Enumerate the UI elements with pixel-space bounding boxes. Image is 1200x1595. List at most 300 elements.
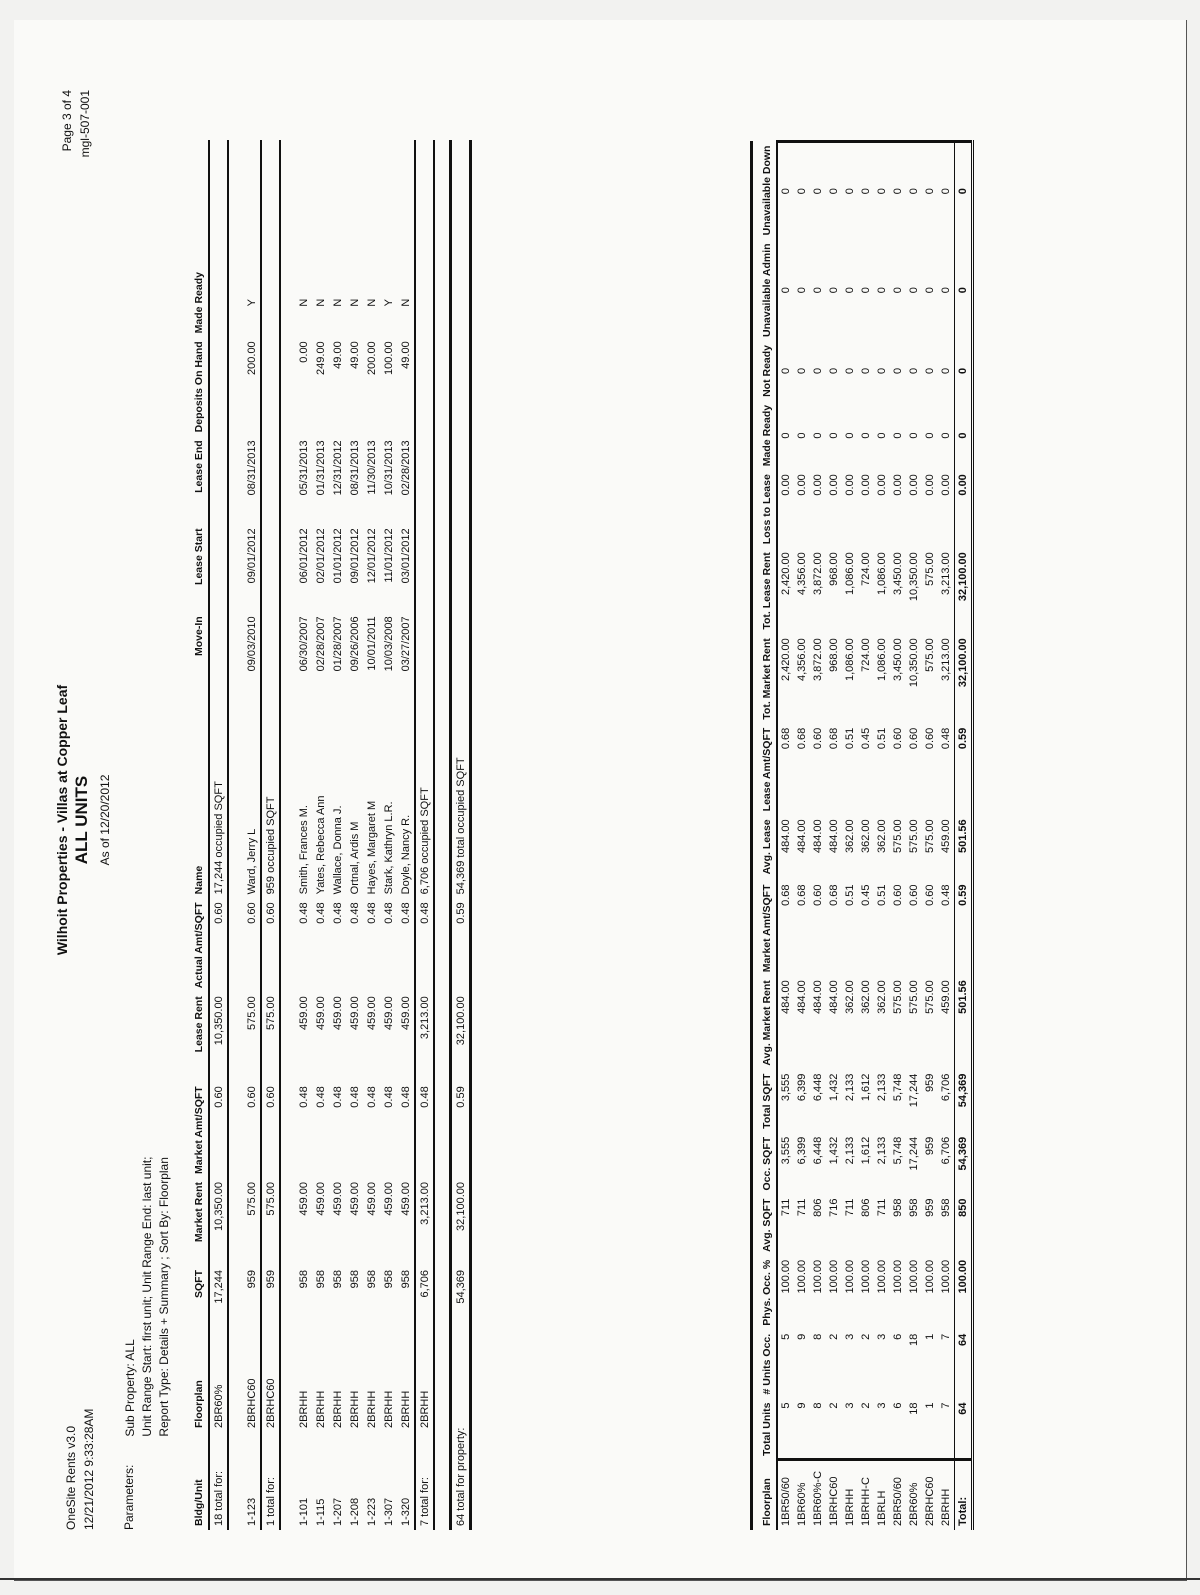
- cell-lease-rent: 459.00: [399, 996, 412, 1030]
- summary-cell-tmr: 4,356.00: [796, 638, 808, 682]
- col-bldg-unit: Bldg/Unit: [188, 1432, 209, 1530]
- report-header-right: [58, 90, 94, 157]
- summary-cell-uo: 3: [876, 1333, 888, 1340]
- cell-unit: 1-208: [348, 1497, 361, 1526]
- summary-cell-tu: 7: [940, 1402, 952, 1409]
- total-occupied-note: 54,369 total occupied SQFT: [451, 268, 471, 898]
- summary-cell-po: 100.00: [955, 1256, 973, 1330]
- summary-cell-tlr: 3,213.00: [940, 552, 952, 596]
- parameters-label: Parameters:: [122, 1464, 136, 1530]
- cell-act-amt: 0.48: [314, 902, 327, 924]
- unit-row: [243, 140, 261, 1530]
- summary-cell-uo: 3: [844, 1333, 856, 1340]
- cell-mkt-rent: 459.00: [382, 1182, 395, 1216]
- summary-cell-nr: 0: [924, 367, 936, 374]
- summary-cell-po: 100.00: [828, 1259, 840, 1294]
- summary-cell-tmr: 724.00: [860, 638, 872, 672]
- cell-made-ready: Y: [382, 299, 395, 307]
- summary-cell-ma: 0.60: [812, 884, 824, 906]
- summary-cell-uo: 6: [892, 1333, 904, 1340]
- detail-body: [209, 140, 471, 1530]
- summary-cell-ad: 0: [924, 287, 936, 294]
- summary-cell-tmr: 3,213.00: [940, 638, 952, 682]
- summary-cell-tu: 2: [860, 1402, 872, 1409]
- summary-cell-la: 0.68: [780, 727, 792, 750]
- summary-cell-tlr: 968.00: [828, 552, 840, 586]
- report-title: Wilhoit Properties - Villas at Copper Leaf: [54, 684, 70, 956]
- summary-cell-tmr: 575.00: [924, 638, 936, 672]
- group-total-row: [261, 140, 280, 1530]
- cell-lease-start: 02/01/2012: [314, 528, 327, 584]
- summary-cell-mr: 0: [844, 432, 856, 439]
- cell-act-amt: 0.48: [382, 902, 395, 924]
- summary-cell-nr: 0: [796, 367, 808, 374]
- summary-cell-nr: 0: [908, 367, 920, 374]
- report-id: mgl-507-001: [78, 90, 92, 158]
- unit-row: [380, 140, 397, 1530]
- total-label: 7 total for:: [415, 1432, 434, 1530]
- summary-cell-fp: 1BR50/60: [777, 1460, 794, 1530]
- cell-lease-end: 08/31/2013: [348, 440, 361, 496]
- cell-name: Ortnal, Ardis M: [348, 821, 361, 895]
- summary-cell-tmr: 968.00: [828, 638, 840, 672]
- total-lease-rent: 32,100.00: [451, 992, 471, 1082]
- summary-cell-la: 0.68: [828, 727, 840, 750]
- summary-cell-os: 6,399: [796, 1136, 808, 1165]
- summary-cell-al: 484.00: [828, 819, 840, 853]
- summary-cell-po: 100.00: [844, 1259, 856, 1294]
- summary-cell-uo: 7: [940, 1333, 952, 1340]
- summary-cell-ltl: 0.00: [876, 474, 888, 496]
- cell-unit: 1-320: [399, 1497, 412, 1526]
- summary-cell-fp: 2BR50/60: [890, 1460, 906, 1530]
- summary-cell-mr: 0: [828, 432, 840, 439]
- cell-made-ready: N: [331, 298, 344, 307]
- summary-cell-tu: 3: [844, 1402, 856, 1409]
- cell-name: Yates, Rebecca Ann: [314, 795, 327, 895]
- cell-floorplan: 2BRHH: [314, 1390, 327, 1428]
- total-label: 18 total for:: [209, 1432, 228, 1530]
- col-move-in: Move-In: [188, 612, 209, 710]
- summary-cell-tu: 2: [828, 1402, 840, 1409]
- cell-lease-rent: 459.00: [331, 996, 344, 1030]
- summary-cell-ad: 0: [940, 287, 952, 294]
- blank-cell: [451, 140, 471, 268]
- summary-cell-po: 100.00: [924, 1259, 936, 1294]
- cell-sqft: 958: [399, 1270, 412, 1289]
- unit-row: [312, 140, 329, 1530]
- summary-cell-os: 2,133: [844, 1136, 856, 1165]
- summary-cell-la: 0.59: [955, 724, 973, 816]
- unit-row: [346, 140, 363, 1530]
- summary-cell-po: 100.00: [860, 1259, 872, 1294]
- total-sqft: 17,244: [209, 1266, 228, 1344]
- summary-row: [810, 142, 826, 1531]
- total-sqft: 959: [261, 1266, 280, 1344]
- report-header-center: [54, 90, 112, 1550]
- summary-total-row: [955, 142, 973, 1531]
- summary-header-row: [752, 142, 778, 1531]
- cell-lease-start: 09/01/2012: [348, 528, 361, 584]
- summary-cell-as: 711: [780, 1198, 792, 1217]
- summary-cell-uo: 2: [828, 1333, 840, 1340]
- col-actual-amt-sqft: Actual Amt/SQFT: [188, 898, 209, 992]
- summary-cell-fp: 1BRHH: [842, 1460, 858, 1530]
- col-floorplan: Floorplan: [188, 1344, 209, 1432]
- summary-cell-la: 0.48: [940, 727, 952, 750]
- cell-move-in: 10/01/2011: [365, 616, 378, 671]
- cell-mkt-amt: 0.48: [314, 1086, 327, 1108]
- cell-deposits: 100.00: [382, 341, 395, 375]
- unit-row: [363, 140, 380, 1530]
- summary-cell-tmr: 32,100.00: [955, 634, 973, 723]
- total-label: 1 total for:: [261, 1432, 280, 1530]
- sum-col-not-ready: Not Ready: [752, 341, 778, 401]
- total-act-amt: 0.48: [415, 898, 434, 992]
- summary-row: [938, 142, 955, 1531]
- summary-cell-tu: 6: [892, 1402, 904, 1409]
- unit-row: [397, 140, 415, 1530]
- cell-name: Doyle, Nancy R.: [399, 814, 412, 895]
- summary-cell-la: 0.45: [860, 727, 872, 750]
- summary-cell-as: 958: [908, 1198, 920, 1217]
- summary-cell-ltl: 0.00: [796, 474, 808, 496]
- summary-cell-ma: 0.51: [876, 884, 888, 906]
- page-edge-line: [0, 1578, 1200, 1580]
- col-market-amt-sqft: Market Amt/SQFT: [188, 1082, 209, 1178]
- cell-unit: 1-207: [331, 1497, 344, 1526]
- summary-cell-dn: 0: [777, 142, 794, 240]
- cell-mkt-rent: 459.00: [331, 1182, 344, 1216]
- summary-cell-ma: 0.59: [955, 880, 973, 976]
- total-act-amt: 0.59: [451, 898, 471, 992]
- sum-col-avg-market-rent: Avg. Market Rent: [752, 976, 778, 1069]
- summary-cell-as: 958: [892, 1198, 904, 1217]
- cell-sqft: 958: [365, 1270, 378, 1289]
- summary-cell-fp: 1BRLH: [874, 1460, 890, 1530]
- cell-floorplan: 2BRHH: [382, 1390, 395, 1428]
- summary-cell-nr: 0: [876, 367, 888, 374]
- property-total-row: [451, 140, 471, 1530]
- sum-col-tot-market-rent: Tot. Market Rent: [752, 634, 778, 723]
- cell-move-in: 09/26/2006: [348, 616, 361, 672]
- summary-cell-dn: 0: [890, 142, 906, 240]
- summary-cell-dn: 0: [938, 142, 955, 240]
- cell-move-in: 06/30/2007: [297, 616, 310, 672]
- cell-lease-rent: 575.00: [245, 996, 258, 1030]
- summary-cell-ts: 959: [924, 1073, 936, 1092]
- summary-cell-ts: 17,244: [908, 1073, 920, 1108]
- cell-sqft: 959: [245, 1270, 258, 1289]
- report-datetime: 12/21/2012 9:33:28AM: [82, 1408, 96, 1530]
- summary-cell-al: 459.00: [940, 819, 952, 853]
- summary-cell-la: 0.60: [892, 727, 904, 750]
- summary-cell-amr: 575.00: [908, 980, 920, 1014]
- summary-cell-la: 0.60: [812, 727, 824, 750]
- cell-lease-start: 03/01/2012: [399, 528, 412, 584]
- summary-cell-tu: 18: [908, 1402, 920, 1415]
- spacer-cell: [434, 268, 451, 1530]
- summary-cell-ma: 0.68: [796, 884, 808, 906]
- total-floorplan: 2BRHC60: [261, 1344, 280, 1432]
- summary-cell-amr: 484.00: [780, 980, 792, 1014]
- cell-name: Hayes, Margaret M: [365, 800, 378, 895]
- spacer-row: [280, 140, 295, 1530]
- total-floorplan: 2BRHH: [415, 1344, 434, 1432]
- summary-cell-al: 362.00: [844, 819, 856, 853]
- summary-row: [858, 142, 874, 1531]
- cell-name: Wallace, Donna J.: [331, 805, 344, 895]
- sum-col-units-occ: # Units Occ.: [752, 1330, 778, 1399]
- cell-floorplan: 2BRHH: [399, 1390, 412, 1428]
- summary-cell-mr: 0: [908, 432, 920, 439]
- summary-cell-os: 959: [924, 1136, 936, 1156]
- cell-lease-end: 01/31/2013: [314, 440, 327, 496]
- summary-cell-os: 1,432: [828, 1136, 840, 1165]
- summary-cell-as: 711: [796, 1198, 808, 1217]
- total-label: 64 total for property:: [451, 1344, 471, 1530]
- summary-cell-ad: 0: [812, 287, 824, 294]
- summary-cell-la: 0.51: [876, 727, 888, 750]
- app-version: OneSite Rents v3.0: [64, 1425, 78, 1530]
- summary-cell-al: 575.00: [908, 819, 920, 853]
- summary-cell-tlr: 3,872.00: [812, 552, 824, 596]
- total-lease-rent: 3,213.00: [415, 992, 434, 1082]
- summary-cell-la: 0.60: [924, 727, 936, 750]
- summary-cell-as: 959: [924, 1198, 936, 1217]
- summary-cell-al: 362.00: [860, 819, 872, 853]
- summary-cell-ma: 0.60: [892, 884, 904, 906]
- summary-row: [906, 142, 922, 1531]
- col-made-ready: Made Ready: [188, 268, 209, 337]
- summary-cell-ad: 0: [828, 287, 840, 294]
- sum-col-avg-lease: Avg. Lease: [752, 815, 778, 880]
- cell-floorplan: 2BRHC60: [245, 1378, 258, 1428]
- summary-cell-dn: 0: [955, 142, 973, 240]
- summary-cell-ts: 2,133: [876, 1073, 888, 1102]
- sum-col-total-units: Total Units: [752, 1399, 778, 1460]
- sum-col-unavail-admin: Unavailable Admin: [752, 239, 778, 341]
- summary-cell-mr: 0: [796, 432, 808, 439]
- summary-cell-amr: 362.00: [860, 980, 872, 1014]
- summary-cell-po: 100.00: [796, 1259, 808, 1294]
- summary-cell-mr: 0: [892, 432, 904, 439]
- summary-cell-nr: 0: [780, 367, 792, 374]
- summary-cell-nr: 0: [812, 367, 824, 374]
- cell-mkt-amt: 0.48: [348, 1086, 361, 1108]
- summary-cell-mr: 0: [876, 432, 888, 439]
- summary-cell-ma: 0.60: [924, 884, 936, 906]
- summary-cell-nr: 0: [955, 341, 973, 401]
- summary-cell-amr: 501.56: [955, 976, 973, 1069]
- cell-lease-rent: 459.00: [297, 996, 310, 1030]
- summary-cell-la: 0.68: [796, 727, 808, 750]
- summary-cell-uo: 64: [955, 1330, 973, 1399]
- summary-cell-tmr: 3,872.00: [812, 638, 824, 682]
- summary-cell-ad: 0: [908, 287, 920, 294]
- cell-act-amt: 0.60: [245, 902, 258, 924]
- summary-cell-ts: 54,369: [955, 1070, 973, 1133]
- cell-mkt-amt: 0.48: [365, 1086, 378, 1108]
- cell-sqft: 958: [297, 1270, 310, 1289]
- cell-floorplan: 2BRHH: [365, 1390, 378, 1428]
- summary-cell-fp: Total:: [955, 1460, 973, 1530]
- cell-lease-start: 11/01/2012: [382, 528, 395, 583]
- total-occupied-note: 6,706 occupied SQFT: [415, 268, 434, 898]
- col-sqft: SQFT: [188, 1266, 209, 1344]
- summary-cell-nr: 0: [828, 367, 840, 374]
- summary-cell-tmr: 3,450.00: [892, 638, 904, 682]
- summary-cell-uo: 1: [924, 1333, 936, 1340]
- group-total-row: [415, 140, 434, 1530]
- sum-col-phys-occ: Phys. Occ. %: [752, 1256, 778, 1330]
- total-act-amt: 0.60: [261, 898, 280, 992]
- summary-cell-al: 484.00: [780, 819, 792, 853]
- cell-move-in: 02/28/2007: [314, 616, 327, 672]
- summary-cell-ad: 0: [955, 239, 973, 341]
- summary-cell-ts: 3,555: [780, 1073, 792, 1102]
- summary-cell-ma: 0.51: [844, 884, 856, 906]
- summary-cell-uo: 2: [860, 1333, 872, 1340]
- total-floorplan: 2BR60%: [209, 1344, 228, 1432]
- total-mkt-amt: 0.60: [261, 1082, 280, 1178]
- summary-cell-os: 3,555: [780, 1136, 792, 1165]
- summary-cell-dn: 0: [826, 142, 842, 240]
- summary-cell-tlr: 2,420.00: [780, 552, 792, 596]
- total-sqft: 54,369: [451, 1266, 471, 1344]
- summary-cell-ma: 0.60: [908, 884, 920, 906]
- cell-mkt-rent: 575.00: [245, 1182, 258, 1216]
- summary-cell-uo: 8: [812, 1333, 824, 1340]
- cell-move-in: 01/28/2007: [331, 616, 344, 672]
- cell-made-ready: N: [348, 298, 361, 307]
- spacer-cell: [228, 268, 243, 1530]
- cell-floorplan: 2BRHH: [297, 1390, 310, 1428]
- col-name: Name: [188, 710, 209, 898]
- summary-cell-fp: 2BRHH: [938, 1460, 955, 1530]
- summary-cell-dn: 0: [858, 142, 874, 240]
- cell-mkt-rent: 459.00: [348, 1182, 361, 1216]
- summary-cell-ma: 0.68: [828, 884, 840, 906]
- summary-cell-amr: 575.00: [924, 980, 936, 1014]
- summary-cell-as: 711: [876, 1198, 888, 1217]
- unit-detail-table: [188, 140, 472, 1530]
- total-lease-rent: 10,350.00: [209, 992, 228, 1082]
- summary-cell-amr: 484.00: [812, 980, 824, 1014]
- summary-row: [777, 142, 794, 1531]
- cell-sqft: 958: [348, 1270, 361, 1289]
- cell-made-ready: N: [314, 298, 327, 307]
- summary-cell-as: 806: [812, 1198, 824, 1217]
- summary-cell-ts: 6,706: [940, 1073, 952, 1102]
- summary-cell-ltl: 0.00: [860, 474, 872, 496]
- summary-cell-amr: 575.00: [892, 980, 904, 1014]
- summary-cell-la: 0.51: [844, 727, 856, 750]
- cell-lease-start: 01/01/2012: [331, 528, 344, 584]
- summary-cell-amr: 459.00: [940, 980, 952, 1014]
- total-mkt-amt: 0.48: [415, 1082, 434, 1178]
- param-report-type: Report Type: Details + Summary ; Sort By: Floorplan: [157, 1157, 171, 1437]
- summary-cell-tlr: 1,086.00: [876, 552, 888, 596]
- summary-cell-tlr: 575.00: [924, 552, 936, 586]
- summary-cell-amr: 362.00: [876, 980, 888, 1014]
- cell-mkt-amt: 0.48: [297, 1086, 310, 1108]
- summary-cell-po: 100.00: [892, 1259, 904, 1294]
- summary-cell-amr: 484.00: [828, 980, 840, 1014]
- summary-cell-os: 17,244: [908, 1136, 920, 1171]
- cell-lease-end: 10/31/2013: [382, 440, 395, 496]
- summary-cell-mr: 0: [955, 401, 973, 470]
- summary-cell-ad: 0: [796, 287, 808, 294]
- summary-cell-tlr: 4,356.00: [796, 552, 808, 596]
- summary-cell-dn: 0: [906, 142, 922, 240]
- summary-cell-fp: 1BR60%: [794, 1460, 810, 1530]
- total-mkt-amt: 0.59: [451, 1082, 471, 1178]
- summary-cell-tu: 3: [876, 1402, 888, 1409]
- summary-cell-as: 806: [860, 1198, 872, 1217]
- summary-cell-ad: 0: [844, 287, 856, 294]
- unit-row: [329, 140, 346, 1530]
- summary-cell-uo: 9: [796, 1333, 808, 1340]
- col-market-rent: Market Rent: [188, 1178, 209, 1266]
- summary-cell-al: 362.00: [876, 819, 888, 853]
- summary-cell-ad: 0: [860, 287, 872, 294]
- summary-cell-fp: 2BR60%: [906, 1460, 922, 1530]
- summary-cell-ltl: 0.00: [812, 474, 824, 496]
- cell-mkt-amt: 0.48: [331, 1086, 344, 1108]
- summary-cell-os: 6,706: [940, 1136, 952, 1165]
- summary-cell-os: 1,612: [860, 1136, 872, 1165]
- summary-cell-fp: 1BRHC60: [826, 1460, 842, 1530]
- summary-cell-po: 100.00: [876, 1259, 888, 1294]
- sum-col-floorplan: Floorplan: [752, 1460, 778, 1530]
- total-occupied-note: 959 occupied SQFT: [261, 268, 280, 898]
- cell-act-amt: 0.48: [331, 902, 344, 924]
- cell-deposits: 200.00: [365, 341, 378, 375]
- summary-cell-uo: 18: [908, 1333, 920, 1347]
- summary-cell-al: 501.56: [955, 815, 973, 880]
- sum-col-lease-amt: Lease Amt/SQFT: [752, 724, 778, 816]
- summary-cell-ts: 6,399: [796, 1073, 808, 1102]
- cell-name: Smith, Frances M.: [297, 805, 310, 895]
- cell-mkt-rent: 459.00: [365, 1182, 378, 1216]
- spacer-cell: [280, 268, 295, 1530]
- cell-name: Stark, Kathryn L.R.: [382, 801, 395, 895]
- cell-lease-end: 11/30/2013: [365, 440, 378, 495]
- floorplan-summary-table: [750, 140, 974, 1530]
- cell-mkt-rent: 459.00: [399, 1182, 412, 1216]
- summary-cell-dn: 0: [922, 142, 938, 240]
- summary-cell-ltl: 0.00: [924, 474, 936, 496]
- summary-cell-ma: 0.48: [940, 884, 952, 906]
- cell-unit: 1-123: [245, 1497, 258, 1526]
- summary-cell-fp: 1BRHH-C: [858, 1460, 874, 1530]
- sum-col-avg-sqft: Avg. SQFT: [752, 1195, 778, 1256]
- unit-row: [295, 140, 312, 1530]
- col-lease-rent: Lease Rent: [188, 992, 209, 1082]
- group-total-row: [209, 140, 228, 1530]
- summary-cell-po: 100.00: [908, 1259, 920, 1294]
- summary-cell-tu: 9: [796, 1402, 808, 1409]
- total-occupied-note: 17,244 occupied SQFT: [209, 268, 228, 898]
- summary-cell-fp: 2BRHC60: [922, 1460, 938, 1530]
- cell-lease-rent: 459.00: [314, 996, 327, 1030]
- sum-col-occ-sqft: Occ. SQFT: [752, 1133, 778, 1195]
- detail-header-row: [188, 140, 209, 1530]
- summary-cell-tu: 8: [812, 1402, 824, 1409]
- summary-cell-amr: 484.00: [796, 980, 808, 1014]
- summary-cell-as: 850: [955, 1195, 973, 1256]
